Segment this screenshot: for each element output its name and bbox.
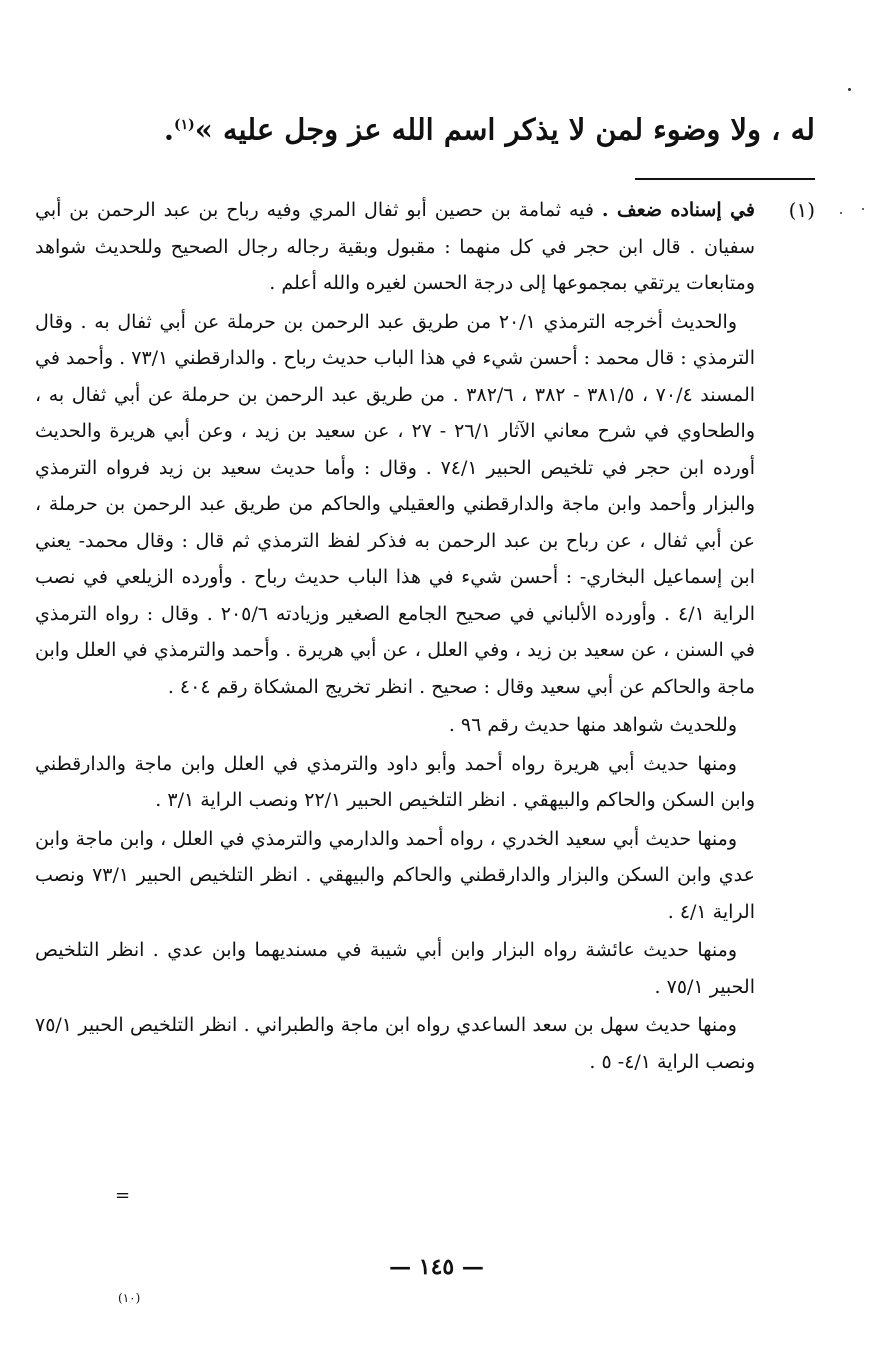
- footnote-paragraph: وللحديث شواهد منها حديث رقم ٩٦ .: [448, 714, 737, 736]
- continuation-mark: =: [115, 1185, 131, 1206]
- footnote-separator: [635, 178, 815, 180]
- footnote-reference[interactable]: (١): [173, 117, 195, 133]
- footnote: [35, 192, 815, 1082]
- footnote-paragraph: [35, 192, 755, 302]
- footnote-paragraph: ومنها حديث عائشة رواه البزار وابن أبي شيبة في مسنديهما وابن عدي . انظر التلخيص الحبير ٧٥/١ .: [35, 939, 755, 998]
- scan-speck: [848, 88, 851, 91]
- page-number: — ١٤٥ —: [389, 1254, 484, 1280]
- signature-mark: (١٠): [118, 1291, 141, 1305]
- footnote-paragraph: ومنها حديث سهل بن سعد الساعدي رواه ابن ماجة والطبراني . انظر التلخيص الحبير ٧٥/١ ونصب الراية ٤/١- ٥ .: [35, 1014, 755, 1073]
- main-text: له ، ولا وضوء لمن لا يذكر اسم الله عز وجل عليه »: [194, 112, 815, 147]
- scan-speck: [862, 208, 864, 210]
- main-text-end: .: [163, 112, 174, 147]
- footnote-body: [35, 192, 755, 1080]
- footnote-text: فيه ثمامة بن حصين أبو ثفال المري وفيه رباح بن عبد الرحمن بن أبي سفيان . قال ابن حجر في كل منهما : مقبول وبقية رجاله رجال الصحيح وللحديث شواهد ومتابعات يرتقي بمجموعها إلى درجة الحسن لغيره والله أعلم .: [35, 199, 755, 294]
- footnote-number: (١): [788, 198, 815, 222]
- main-text-line: [55, 100, 815, 155]
- footnote-paragraph: والحديث أخرجه الترمذي ٢٠/١ من طريق عبد الرحمن بن حرملة عن أبي ثفال به . وقال الترمذي : قال محمد : أحسن شيء في هذا الباب حديث رباح . والدارقطني ٧٣/١ . وأحمد في المسند ٧٠/٤ ، ٣٨١/٥ - ٣٨٢ ، ٣٨٢/٦ . من طريق عبد الرحمن بن حرملة عن أبي ثفال به ، والطحاوي في شرح معاني الآثار ٢٦/١ - ٢٧ ، عن سعيد بن زيد ، وعن أبي هريرة والحديث أورده ابن حجر في تلخيص الحبير ٧٤/١ . وقال : وأما حديث سعيد بن زيد فرواه الترمذي والبزار وأحمد وابن ماجة والدارقطني والعقيلي والحاكم من طريق عبد الرحمن بن حرملة ، عن أبي ثفال ، عن رباح بن عبد الرحمن به فذكر لفظ الترمذي ثم قال : وقال محمد- يعني ابن إسماعيل البخاري- : أحسن شيء في هذا الباب حديث رباح . وأورده الزيلعي في نصب الراية ٤/١ . وأورده الألباني في صحيح الجامع الصغير وزيادته ٢٠٥/٦ . وقال : رواه الترمذي في السنن ، عن سعيد بن زيد ، وفي العلل ، عن أبي هريرة . وأحمد والترمذي في العلل وابن ماجة والحاكم عن أبي سعيد وقال : صحيح . انظر تخريج المشكاة رقم ٤٠٤ .: [35, 310, 756, 698]
- scan-speck: [840, 212, 842, 214]
- footnote-lead: في إسناده ضعف .: [601, 199, 755, 221]
- footnote-paragraph: ومنها حديث أبي هريرة رواه أحمد وأبو داود والترمذي في العلل وابن ماجة والدارقطني وابن السكن والحاكم والبيهقي . انظر التلخيص الحبير ٢٢/١ ونصب الراية ٣/١ .: [35, 752, 755, 811]
- footnote-paragraph: ومنها حديث أبي سعيد الخدري ، رواه أحمد والدارمي والترمذي في العلل ، وابن ماجة وابن عدي وابن السكن والبزار والدارقطني والحاكم والبيهقي . انظر التلخيص الحبير ٧٣/١ ونصب الراية ٤/١ .: [35, 827, 755, 923]
